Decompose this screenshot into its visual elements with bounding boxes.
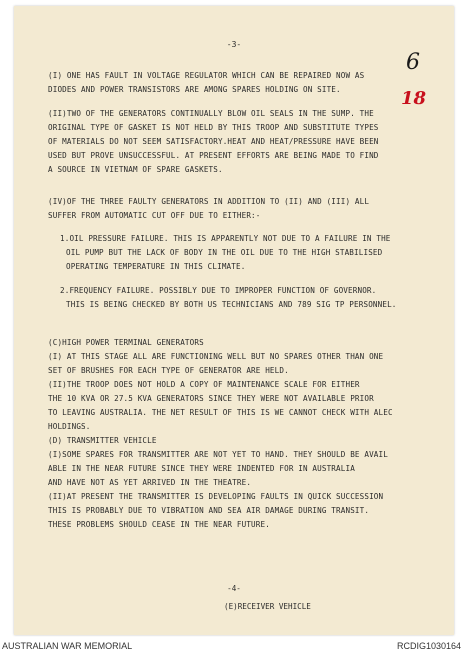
text-line: THIS IS BEING CHECKED BY BOTH US TECHNICIANS AND 789 SIG TP PERSONNEL. bbox=[66, 300, 397, 309]
text-line: TO LEAVING AUSTRALIA. THE NET RESULT OF THIS IS WE CANNOT CHECK WITH ALEC bbox=[48, 408, 393, 417]
handwritten-number: 6 bbox=[406, 50, 420, 75]
text-line: (II)AT PRESENT THE TRANSMITTER IS DEVELOPING FAULTS IN QUICK SUCCESSION bbox=[48, 492, 384, 501]
text-line: HOLDINGS. bbox=[48, 422, 91, 431]
archive-footer bbox=[0, 637, 465, 654]
paragraph-terminal-and-transmitter bbox=[48, 336, 428, 532]
text-line: OIL PUMP BUT THE LACK OF BODY IN THE OIL DUE TO THE HIGH STABILISED bbox=[66, 248, 383, 257]
paragraph-frequency-failure bbox=[48, 284, 428, 312]
text-line: (I)SOME SPARES FOR TRANSMITTER ARE NOT YET TO HAND. THEY SHOULD BE AVAIL bbox=[48, 450, 388, 459]
text-line: THESE PROBLEMS SHOULD CEASE IN THE NEAR FUTURE. bbox=[48, 520, 270, 529]
text-line: (II)THE TROOP DOES NOT HOLD A COPY OF MAINTENANCE SCALE FOR EITHER bbox=[48, 380, 360, 389]
handwritten-red-number: 18 bbox=[401, 88, 427, 109]
paragraph-oil-pressure-failure bbox=[48, 232, 428, 274]
text-line: (I) ONE HAS FAULT IN VOLTAGE REGULATOR WHICH CAN BE REPAIRED NOW AS bbox=[48, 71, 365, 80]
catchword: (E)RECEIVER VEHICLE bbox=[224, 602, 311, 611]
text-line: (I) AT THIS STAGE ALL ARE FUNCTIONING WELL BUT NO SPARES OTHER THAN ONE bbox=[48, 352, 384, 361]
paragraph-oil-seals bbox=[48, 107, 428, 177]
text-line: A SOURCE IN VIETNAM OF SPARE GASKETS. bbox=[48, 165, 223, 174]
text-line: ORIGINAL TYPE OF GASKET IS NOT HELD BY THIS TROOP AND SUBSTITUTE TYPES bbox=[48, 123, 379, 132]
text-line: AND HAVE NOT AS YET ARRIVED IN THE THEATRE. bbox=[48, 478, 252, 487]
footer-reference: RCDIG1030164 bbox=[396, 641, 461, 651]
text-line: SET OF BRUSHES FOR EACH TYPE OF GENERATOR ARE HELD. bbox=[48, 366, 289, 375]
text-line: USED BUT PROVE UNSUCCESSFUL. AT PRESENT EFFORTS ARE BEING MADE TO FIND bbox=[48, 151, 379, 160]
text-line: OF MATERIALS DO NOT SEEM SATISFACTORY.HEAT AND HEAT/PRESSURE HAVE BEEN bbox=[48, 137, 379, 146]
next-page-marker: -4- bbox=[227, 584, 241, 593]
paragraph-faulty-generators bbox=[48, 195, 428, 223]
page-number: -3- bbox=[226, 40, 242, 49]
text-line: SUFFER FROM AUTOMATIC CUT OFF DUE TO EITHER:- bbox=[48, 211, 261, 220]
document-page bbox=[14, 6, 454, 635]
text-line: (IV)OF THE THREE FAULTY GENERATORS IN ADDITION TO (II) AND (III) ALL bbox=[48, 197, 370, 206]
paragraph-voltage-regulator bbox=[48, 69, 428, 97]
text-line: DIODES AND POWER TRANSISTORS ARE AMONG SPARES HOLDING ON SITE. bbox=[48, 85, 341, 94]
text-line: ABLE IN THE NEAR FUTURE SINCE THEY WERE INDENTED FOR IN AUSTRALIA bbox=[48, 464, 355, 473]
footer-institution: AUSTRALIAN WAR MEMORIAL bbox=[2, 641, 133, 651]
text-line: 2.FREQUENCY FAILURE. POSSIBLY DUE TO IMPROPER FUNCTION OF GOVERNOR. bbox=[60, 286, 377, 295]
text-line: (II)TWO OF THE GENERATORS CONTINUALLY BLOW OIL SEALS IN THE SUMP. THE bbox=[48, 109, 374, 118]
text-line: THE 10 KVA OR 27.5 KVA GENERATORS SINCE THEY WERE NOT AVAILABLE PRIOR bbox=[48, 394, 374, 403]
section-heading: (D) TRANSMITTER VEHICLE bbox=[48, 436, 157, 445]
section-heading: (C)HIGH POWER TERMINAL GENERATORS bbox=[48, 338, 204, 347]
text-line: OPERATING TEMPERATURE IN THIS CLIMATE. bbox=[66, 262, 246, 271]
text-line: THIS IS PROBABLY DUE TO VIBRATION AND SEA AIR DAMAGE DURING TRANSIT. bbox=[48, 506, 370, 515]
text-line: 1.OIL PRESSURE FAILURE. THIS IS APPARENTLY NOT DUE TO A FAILURE IN THE bbox=[60, 234, 391, 243]
